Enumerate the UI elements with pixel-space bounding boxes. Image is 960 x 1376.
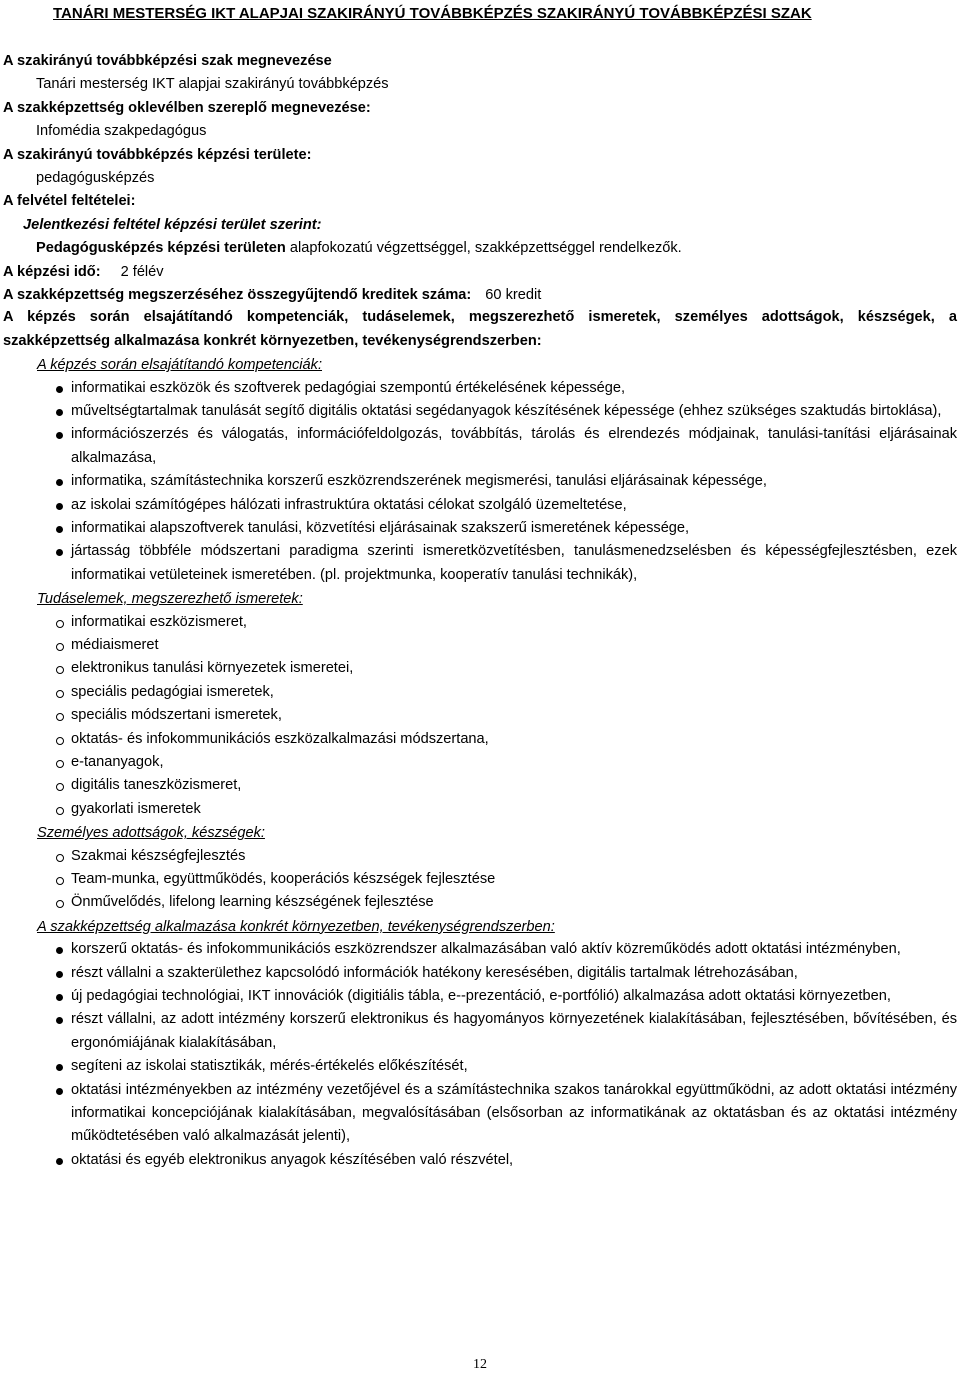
competencies-list [3, 377, 957, 588]
list-item: speciális pedagógiai ismeretek, [3, 681, 957, 704]
list-item: részt vállalni a szakterülethez kapcsolódó információk hatékony keresésében, digitális tartalmak létrehozásában, [3, 962, 957, 985]
list-item: oktatás- és infokommunikációs eszközalkalmazási módszertana, [3, 728, 957, 751]
list-item: az iskolai számítógépes hálózati infrastruktúra oktatási célokat szolgáló üzemeltetése, [3, 494, 957, 517]
list-item: részt vállalni, az adott intézmény korszerű elektronikus és hagyományos környezetének kialakításában, fejlesztésében, bővítésében, és ergonómiájának kialakításában, [3, 1008, 957, 1055]
application-heading: A szakképzettség alkalmazása konkrét környezetben, tevékenységrendszerben: [37, 918, 555, 935]
credits-value: 60 kredit [485, 286, 542, 303]
skills-list [3, 845, 957, 915]
skills-heading: Személyes adottságok, készségek: [37, 825, 265, 842]
list-item: e-tananyagok, [3, 751, 957, 774]
bullet-icon [56, 783, 64, 791]
bullet-icon [56, 994, 63, 1001]
list-item: informatika, számítástechnika korszerű eszközrendszerének megismerési, tanulási eljárásainak képessége, [3, 470, 957, 493]
duration-label: A képzési idő: [3, 263, 101, 280]
credits-row [3, 283, 957, 306]
bullet-icon [56, 1017, 63, 1024]
bullet-icon [56, 1088, 63, 1095]
list-item: elektronikus tanulási környezetek ismeretei, [3, 657, 957, 680]
bullet-icon [56, 666, 64, 674]
list-item: Önművelődés, lifelong learning készségének fejlesztése [3, 891, 957, 914]
bullet-icon [56, 386, 63, 393]
list-item: informatikai eszközök és szoftverek pedagógiai szempontú értékelésének képessége, [3, 377, 957, 400]
bullet-icon [56, 877, 64, 885]
list-item: Team-munka, együttműködés, kooperációs készségek fejlesztése [3, 868, 957, 891]
bullet-icon [56, 432, 63, 439]
bullet-icon [56, 807, 64, 815]
bullet-icon [56, 1158, 63, 1165]
duration-row [3, 260, 957, 283]
name-value: Tanári mesterség IKT alapjai szakirányú továbbképzés [36, 76, 389, 93]
bullet-icon [56, 713, 64, 721]
document-body [3, 49, 957, 1172]
admission-condition [3, 236, 957, 259]
bullet-icon [56, 503, 63, 510]
application-list [3, 938, 957, 1172]
list-item: új pedagógiai technológiai, IKT innovációk (digitiális tábla, e--prezentáció, e-portfólió) alkalmazása adott oktatási környezetben, [3, 985, 957, 1008]
duration-value: 2 félév [120, 263, 164, 280]
bullet-icon [56, 620, 64, 628]
list-item: digitális taneszközismeret, [3, 774, 957, 797]
knowledge-list [3, 611, 957, 822]
page-number: 12 [473, 1357, 487, 1372]
bullet-icon [56, 526, 63, 533]
list-item: műveltségtartalmak tanulását segítő digitális oktatási segédanyagok készítésének képessége (ehhez szükséges szaktudás birtoklása), [3, 400, 957, 423]
bullet-icon [56, 549, 63, 556]
admission-rest: alapfokozatú végzettséggel, szakképzettséggel rendelkezők. [285, 240, 682, 257]
list-item: informatikai alapszoftverek tanulási, közvetítési eljárásainak szakszerű ismeretének képessége, [3, 517, 957, 540]
bullet-icon [56, 479, 63, 486]
bullet-icon [56, 900, 64, 908]
bullet-icon [56, 947, 63, 954]
list-item: médiaismeret [3, 634, 957, 657]
name-label: A szakirányú továbbképzési szak megnevezése [3, 53, 332, 69]
bullet-icon [56, 643, 64, 651]
list-item: oktatási intézményekben az intézmény vezetőjével és a számítástechnika szakos tanárokkal együttműködni, az adott oktatási intézmény informatikai koncepciójának kialakításában, megvalósításában (elsősorban az informatikának az oktatásban és az oktatási intézmény működtetésében való alkalmazását jelenti), [3, 1079, 957, 1149]
list-item: korszerű oktatás- és infokommunikációs eszközrendszer alkalmazásában való aktív közreműködés adott oktatási intézményben, [3, 938, 957, 961]
bullet-icon [56, 690, 64, 698]
credits-label: A szakképzettség megszerzéséhez összegyűjtendő kreditek száma: [3, 286, 472, 303]
list-item: gyakorlati ismeretek [3, 798, 957, 821]
admission-bold: Pedagógusképzés képzési területen [36, 240, 286, 257]
area-label: A szakirányú továbbképzés képzési területe: [3, 146, 312, 163]
bullet-icon [56, 971, 63, 978]
list-item: jártasság többféle módszertani paradigma szerinti ismeretközvetítésben, tanulásmenedzselésben és képességfejlesztésben, ezek informatikai vetületeinek ismeretében. (pl. projektmunka, kooperatív tanulási technikák), [3, 540, 957, 587]
list-item: oktatási és egyéb elektronikus anyagok készítésében való részvétel, [3, 1149, 957, 1172]
competence-intro: A képzés során elsajátítandó kompetenciák, tudáselemek, megszerezhető ismeretek, személyes adottságok, készségek, a szakképzettség alkalmazása konkrét környezetben, tevékenységrendszerben: [3, 309, 957, 349]
cert-value: Infomédia szakpedagógus [36, 123, 207, 140]
bullet-icon [56, 854, 64, 862]
bullet-icon [56, 737, 64, 745]
knowledge-heading: Tudáselemek, megszerezhető ismeretek: [37, 591, 303, 608]
list-item: segíteni az iskolai statisztikák, mérés-értékelés előkészítését, [3, 1055, 957, 1078]
admission-label: A felvétel feltételei: [3, 193, 136, 210]
list-item: speciális módszertani ismeretek, [3, 704, 957, 727]
area-value: pedagógusképzés [36, 169, 155, 186]
document-title: TANÁRI MESTERSÉG IKT ALAPJAI SZAKIRÁNYÚ TOVÁBBKÉPZÉS SZAKIRÁNYÚ TOVÁBBKÉPZÉSI SZAK [53, 5, 812, 22]
admission-sub: Jelentkezési feltétel képzési terület szerint: [23, 216, 322, 233]
list-item: Szakmai készségfejlesztés [3, 845, 957, 868]
bullet-icon [56, 760, 64, 768]
cert-label: A szakképzettség oklevélben szereplő megnevezése: [3, 99, 371, 116]
bullet-icon [56, 409, 63, 416]
list-item: informatikai eszközismeret, [3, 611, 957, 634]
competencies-heading: A képzés során elsajátítandó kompetenciák: [37, 357, 323, 374]
list-item: információszerzés és válogatás, információfeldolgozás, továbbítás, tárolás és elrendezés módjainak, tanulási-tanítási eljárásainak alkalmazása, [3, 423, 957, 470]
bullet-icon [56, 1064, 63, 1071]
